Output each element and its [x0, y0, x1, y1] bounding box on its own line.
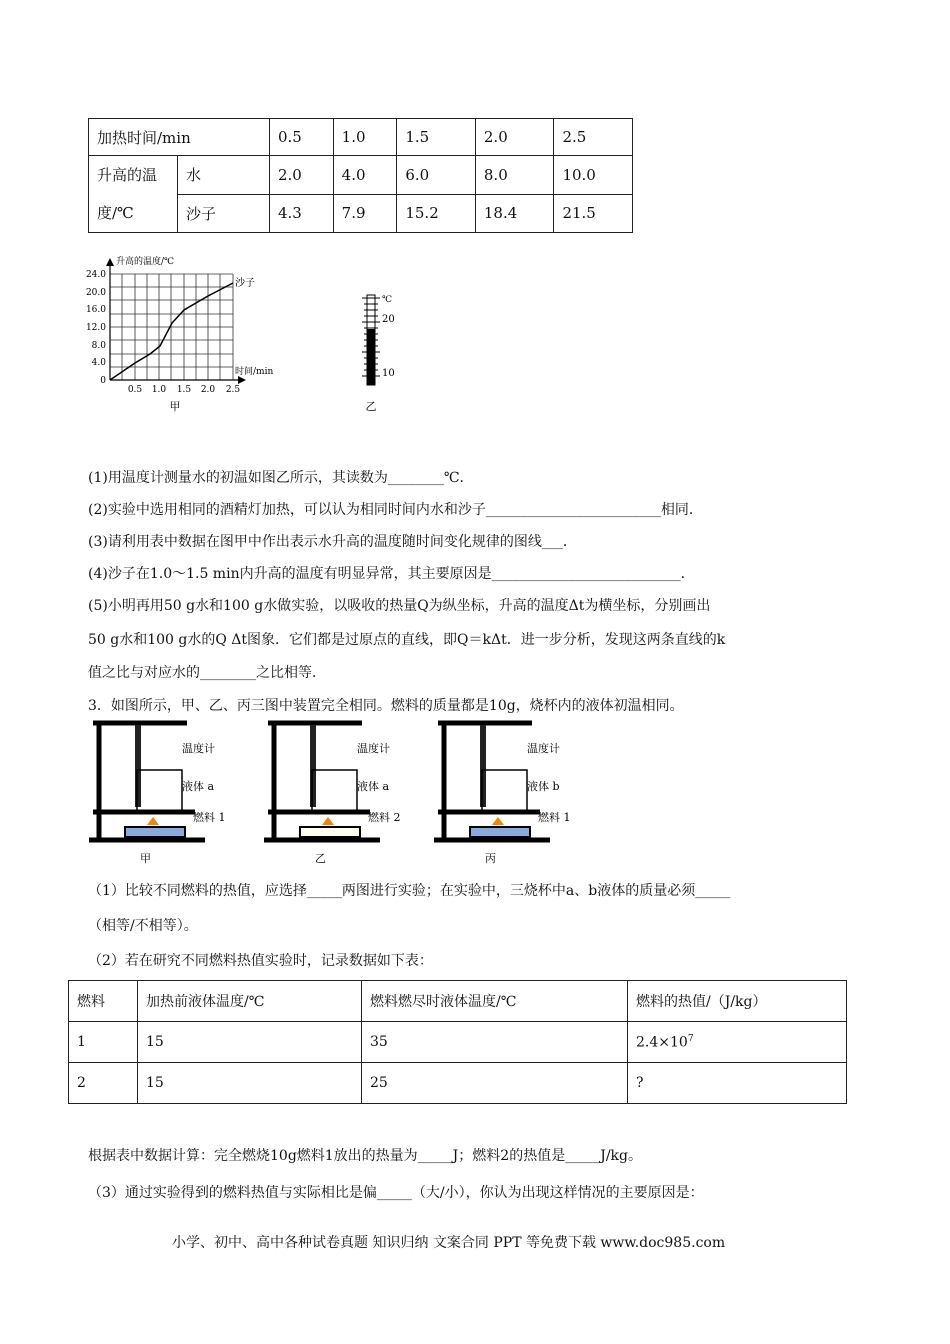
label-liquid: 液体 a	[357, 780, 390, 793]
row-label: 度/℃	[97, 204, 134, 222]
cell: 18.4	[475, 194, 554, 233]
header-cell: 燃料的热值/（J/kg）	[628, 981, 847, 1022]
question-line: (3)请利用表中数据在图甲中作出表示水升高的温度随时间变化规律的图线___．	[88, 534, 577, 550]
y-axis-label: 升高的温度/℃	[116, 257, 175, 267]
question-3-part2: （2）若在研究不同燃料热值实验时，记录数据如下表：	[88, 953, 433, 969]
thermo-caption: 乙	[365, 400, 377, 413]
cell	[89, 156, 178, 233]
cell: 水	[178, 156, 270, 195]
label-liquid: 液体 b	[527, 780, 560, 793]
y-tick: 4.0	[91, 358, 106, 368]
axis-arrows	[106, 258, 246, 384]
caption: 乙	[315, 852, 326, 865]
cell: 1.5	[397, 119, 476, 156]
series-label: 沙子	[235, 278, 255, 289]
cell: 25	[362, 1063, 628, 1104]
cell: 7.9	[333, 194, 397, 233]
cell: 35	[362, 1022, 628, 1063]
x-ticks	[128, 385, 241, 395]
question-line: (4)沙子在1.0～1.5 min内升高的温度有明显异常，其主要原因是___________________________．	[88, 566, 695, 582]
y-tick: 16.0	[85, 305, 106, 315]
x-tick: 2.0	[200, 385, 216, 395]
footer: 小学、初中、高中各种试卷真题 知识归纳 文案合同 PPT 等免费下载 www.doc985.com	[172, 1235, 726, 1251]
x-tick: 0.5	[127, 385, 143, 395]
question-3-part3: （3）通过实验得到的燃料热值与实际相比是偏_____（大/小），你认为出现这样情况的主要原因是：	[88, 1185, 704, 1201]
header-cell: 燃料	[69, 981, 138, 1022]
thermo-tick: 10	[382, 368, 395, 379]
label-fuel: 燃料 1	[193, 811, 226, 824]
cell: 15	[138, 1063, 362, 1104]
row-label: 升高的温	[97, 166, 158, 184]
cell: 1	[69, 1022, 138, 1063]
axes	[110, 264, 240, 380]
heat-value: 2.4×10	[636, 1034, 688, 1051]
cell: 4.0	[333, 156, 397, 195]
y-tick: 0	[100, 376, 106, 386]
cell: 21.5	[554, 194, 633, 233]
apparatus-yi	[264, 723, 401, 865]
cell: 0.5	[270, 119, 334, 156]
label-fuel: 燃料 1	[538, 811, 571, 824]
thermo-unit: ℃	[382, 295, 393, 305]
cell: 8.0	[475, 156, 554, 195]
exponent: 7	[687, 1033, 694, 1044]
y-tick: 8.0	[91, 341, 106, 351]
y-tick: 12.0	[85, 323, 106, 333]
x-tick: 1.0	[151, 385, 167, 395]
x-axis-label: 时间/min	[235, 367, 274, 377]
label-liquid: 液体 a	[182, 780, 215, 793]
thermo-tick: 20	[382, 314, 395, 325]
heating-data-table	[88, 118, 633, 233]
label-thermometer: 温度计	[357, 742, 390, 755]
y-tick: 20.0	[85, 288, 106, 298]
cell: 2.0	[270, 156, 334, 195]
apparatus-bing	[434, 723, 571, 865]
caption: 甲	[140, 852, 151, 865]
cell: 2.5	[554, 119, 633, 156]
question-3-part1: （1）比较不同燃料的热值，应选择_____两图进行实验；在实验中，三烧杯中a、b液体的质量必须_____	[88, 883, 731, 899]
y-tick: 24.0	[85, 270, 106, 280]
question-line: (1)用温度计测量水的初温如图乙所示，其读数为________℃．	[88, 470, 474, 486]
apparatus-diagrams	[85, 715, 595, 870]
label-fuel: 燃料 2	[368, 811, 401, 824]
apparatus-jia	[89, 723, 226, 865]
question-line: 值之比与对应水的________之比相等．	[88, 665, 326, 681]
label-thermometer: 温度计	[527, 742, 560, 755]
caption: 丙	[485, 852, 496, 865]
y-ticks	[86, 270, 106, 386]
cell: 沙子	[178, 194, 270, 233]
question-3-intro: 3．如图所示，甲、乙、丙三图中装置完全相同。燃料的质量都是10g，烧杯内的液体初温相同。	[88, 698, 684, 714]
cell: 15.2	[397, 194, 476, 233]
question-line: (2)实验中选用相同的酒精灯加热，可以认为相同时间内水和沙子_________________________相同．	[88, 502, 703, 518]
calc-line: 根据表中数据计算：完全燃烧10g燃料1放出的热量为_____J；燃料2的热值是_____J/kg。	[88, 1148, 642, 1164]
x-tick: 2.5	[225, 385, 241, 395]
cell: ?	[628, 1063, 847, 1104]
fuel-data-table	[68, 980, 847, 1104]
cell: 2.0	[475, 119, 554, 156]
header-cell: 燃料燃尽时液体温度/℃	[362, 981, 628, 1022]
cell: 6.0	[397, 156, 476, 195]
temperature-graph	[80, 250, 410, 420]
header-cell: 加热前液体温度/℃	[138, 981, 362, 1022]
cell: 2	[69, 1063, 138, 1104]
thermometer	[362, 295, 395, 413]
graph-caption: 甲	[169, 400, 181, 413]
cell: 10.0	[554, 156, 633, 195]
cell: 加热时间/min	[89, 119, 270, 156]
cell: 15	[138, 1022, 362, 1063]
cell	[628, 1022, 847, 1063]
question-3-part1-cont: （相等/不相等）。	[88, 918, 198, 934]
grid	[110, 274, 233, 380]
cell: 4.3	[270, 194, 334, 233]
question-line: (5)小明再用50 g水和100 g水做实验，以吸收的热量Q为纵坐标，升高的温度Δt为横坐标，分别画出	[88, 598, 711, 614]
question-line: 50 g水和100 g水的Q Δt图象．它们都是过原点的直线，即Q＝kΔt．进一步分析，发现这两条直线的k	[88, 632, 726, 648]
x-tick: 1.5	[176, 385, 192, 395]
label-thermometer: 温度计	[182, 742, 215, 755]
sand-curve	[110, 283, 233, 380]
cell: 1.0	[333, 119, 397, 156]
